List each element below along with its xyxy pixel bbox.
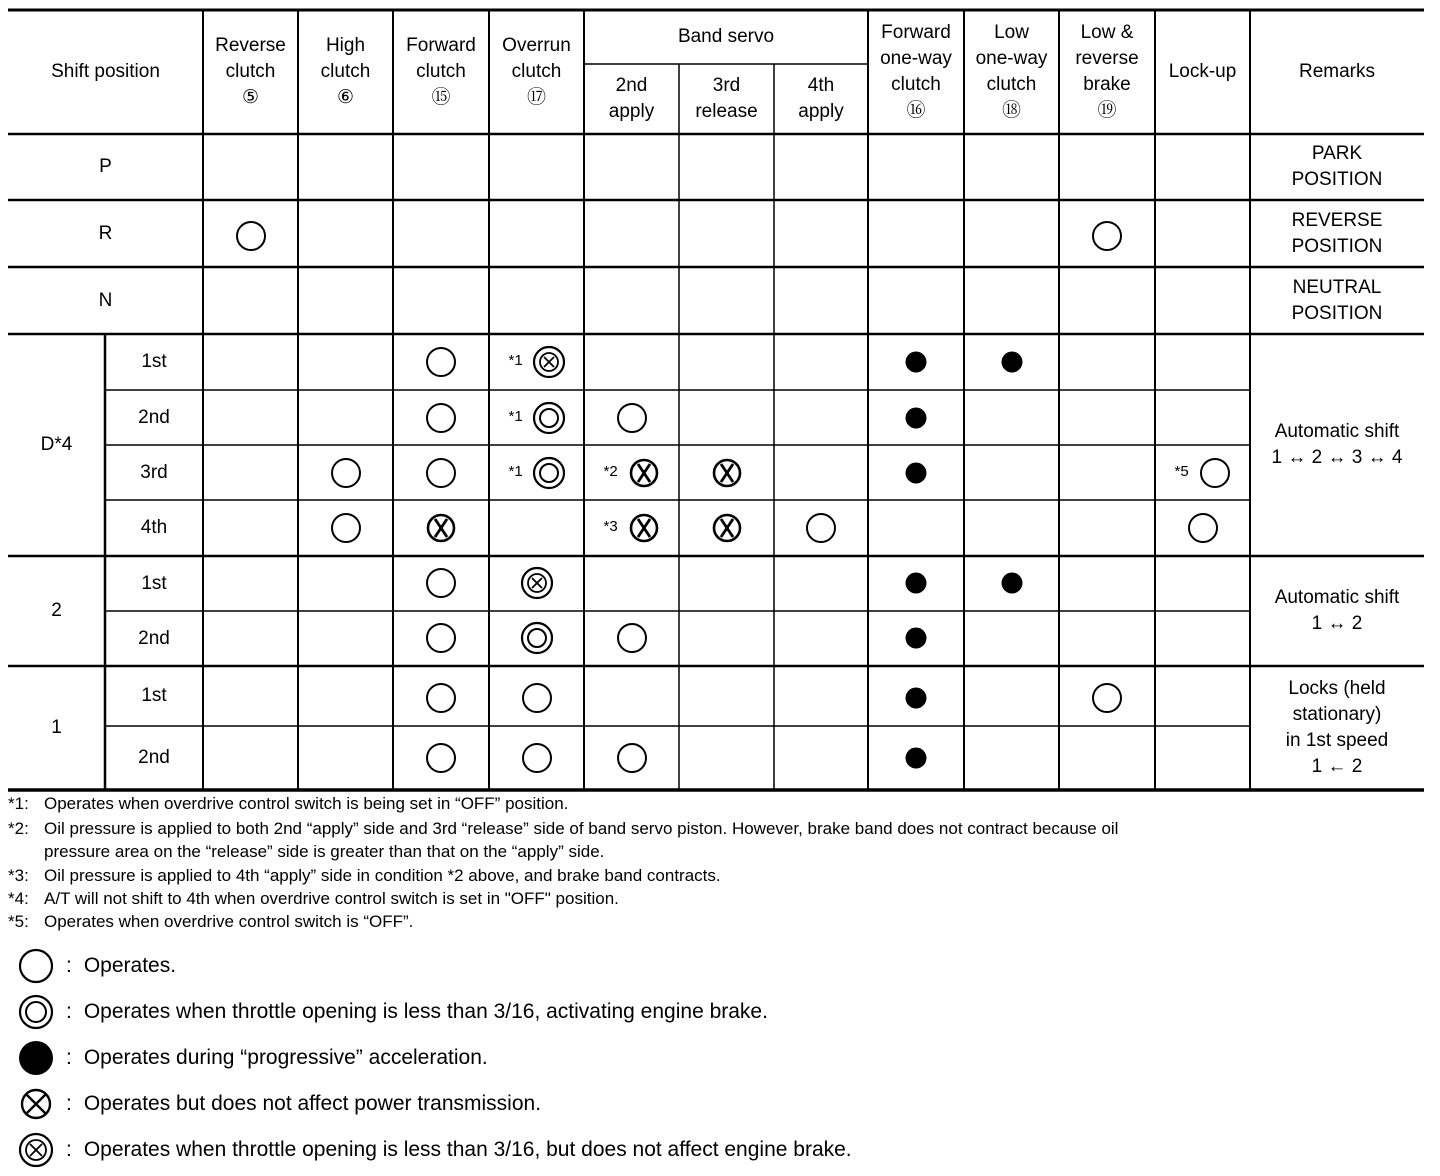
- circle-icon: [1089, 680, 1125, 716]
- remark-2: Automatic shift 1 ↔ 2: [1274, 587, 1400, 634]
- position-2: 2: [51, 600, 62, 621]
- header-lock-up: Lock-up: [1168, 61, 1237, 82]
- mark-footnote-ref: *3: [603, 518, 618, 535]
- mark-footnote-ref: *2: [603, 463, 618, 480]
- circle-x-icon: [626, 510, 662, 546]
- circle-icon: [614, 400, 650, 436]
- gear-d-1st: 1st: [141, 351, 167, 372]
- legend-colon: :: [66, 954, 72, 977]
- legend-colon: :: [66, 1092, 72, 1115]
- filled-circle-icon: [994, 565, 1030, 601]
- operation-mark: [614, 620, 650, 656]
- circle-icon: [423, 680, 459, 716]
- gear-d-2nd: 2nd: [138, 406, 170, 428]
- gear-2-1st: 1st: [141, 572, 167, 594]
- footnote-text: A/T will not shift to 4th when overdrive control switch is set in "OFF" position.: [44, 889, 619, 908]
- circle-icon: [803, 510, 839, 546]
- operation-mark: [898, 620, 934, 656]
- circle-icon: [614, 620, 650, 656]
- mark-footnote-ref: *1: [508, 352, 523, 369]
- legend-text: Operates.: [83, 954, 177, 977]
- circle-x-icon: [626, 455, 662, 491]
- double-circle-x-icon: [519, 565, 555, 601]
- operation-mark: [626, 455, 662, 491]
- circle-icon: [519, 680, 555, 716]
- operation-mark: [423, 400, 459, 436]
- footnote-label: *4:: [8, 889, 29, 908]
- circle-icon: [1089, 218, 1125, 254]
- operation-mark: [531, 455, 567, 491]
- operation-mark: [328, 455, 364, 491]
- gear-2-2nd: 2nd: [138, 627, 170, 649]
- operation-mark: [898, 565, 934, 601]
- circle-icon: [1185, 510, 1221, 546]
- legend-row: [16, 1038, 488, 1078]
- legend-colon: :: [66, 1046, 72, 1069]
- legend-text: Operates but does not affect power transmission.: [83, 1092, 542, 1115]
- circle-icon: [423, 740, 459, 776]
- circle-icon: [233, 218, 269, 254]
- header-low-one-way-clutch: Low one-way clutch ⑱: [975, 22, 1048, 121]
- header-3rd-release: 3rd release: [695, 75, 758, 122]
- legend-row: [16, 992, 768, 1032]
- double-circle-icon: [16, 992, 56, 1032]
- remark-d4: Automatic shift 1 ↔ 2 ↔ 3 ↔ 4: [1271, 421, 1403, 468]
- circle-icon: [423, 565, 459, 601]
- legend-row: [16, 946, 176, 986]
- header-high-clutch: High clutch ⑥: [320, 35, 371, 108]
- legend-text: Operates when throttle opening is less than 3/16, activating engine brake.: [83, 1000, 768, 1023]
- operation-mark: [531, 400, 567, 436]
- position-p: P: [99, 156, 112, 177]
- header-shift-position: Shift position: [51, 61, 160, 82]
- filled-circle-icon: [994, 344, 1030, 380]
- circle-x-icon: [709, 510, 745, 546]
- position-r: R: [98, 222, 113, 244]
- legend-colon: :: [66, 1000, 72, 1023]
- operation-mark: [423, 680, 459, 716]
- operation-mark: [423, 510, 459, 546]
- filled-circle-icon: [898, 400, 934, 436]
- circle-icon: [16, 946, 56, 986]
- circle-icon: [423, 620, 459, 656]
- operation-mark: [519, 680, 555, 716]
- circle-icon: [328, 455, 364, 491]
- operation-mark: [994, 344, 1030, 380]
- operation-mark: [423, 740, 459, 776]
- filled-circle-icon: [16, 1038, 56, 1078]
- gear-d-3rd: 3rd: [140, 461, 168, 483]
- header-low-reverse-brake: Low & reverse brake ⑲: [1075, 22, 1139, 121]
- operation-mark: [898, 344, 934, 380]
- remark-neutral: NEUTRAL POSITION: [1291, 276, 1383, 324]
- footnote-text: pressure area on the “release” side is greater than that on the “apply” side.: [44, 842, 605, 861]
- operation-mark: [803, 510, 839, 546]
- operation-mark: [898, 455, 934, 491]
- header-4th-apply: 4th apply: [798, 75, 844, 122]
- remark-reverse: REVERSE POSITION: [1291, 209, 1383, 257]
- filled-circle-icon: [898, 680, 934, 716]
- operation-mark: [709, 455, 745, 491]
- gear-d-4th: 4th: [140, 517, 168, 538]
- circle-icon: [328, 510, 364, 546]
- footnote-text: Operates when overdrive control switch is “OFF”.: [44, 912, 414, 931]
- circle-x-icon: [423, 510, 459, 546]
- operation-mark: [1185, 510, 1221, 546]
- double-circle-icon: [519, 620, 555, 656]
- operation-mark: [531, 344, 567, 380]
- operation-mark: [423, 620, 459, 656]
- operation-mark: [898, 680, 934, 716]
- operation-mark: [328, 510, 364, 546]
- operation-mark: [614, 740, 650, 776]
- circle-icon: [1197, 455, 1233, 491]
- header-band-servo: Band servo: [677, 26, 775, 47]
- footnote-label: *2:: [8, 819, 29, 838]
- circle-x-icon: [709, 455, 745, 491]
- header-forward-one-way-clutch: Forward one-way clutch ⑯: [880, 22, 952, 121]
- filled-circle-icon: [898, 620, 934, 656]
- position-d4: D*4: [40, 434, 73, 455]
- legend-colon: :: [66, 1138, 72, 1161]
- operation-mark: [423, 565, 459, 601]
- double-circle-icon: [531, 400, 567, 436]
- operation-mark: [233, 218, 269, 254]
- position-n: N: [98, 289, 113, 311]
- operation-mark: [1089, 218, 1125, 254]
- header-remarks: Remarks: [1298, 61, 1375, 82]
- operation-mark: [1197, 455, 1233, 491]
- mark-footnote-ref: *1: [508, 408, 523, 425]
- header-reverse-clutch: Reverse clutch ⑤: [215, 35, 286, 108]
- operation-mark: [709, 510, 745, 546]
- operation-mark: [994, 565, 1030, 601]
- remark-park: PARK POSITION: [1291, 143, 1383, 190]
- mark-footnote-ref: *5: [1174, 463, 1189, 480]
- operation-mark: [1089, 680, 1125, 716]
- gear-1-2nd: 2nd: [138, 747, 170, 768]
- operation-mark: [898, 740, 934, 776]
- operation-mark: [614, 400, 650, 436]
- gear-1-1st: 1st: [141, 685, 167, 706]
- operation-mark: [519, 565, 555, 601]
- legend-row: [16, 1130, 852, 1170]
- circle-icon: [423, 400, 459, 436]
- mark-footnote-ref: *1: [508, 463, 523, 480]
- filled-circle-icon: [898, 565, 934, 601]
- operation-mark: [423, 344, 459, 380]
- operation-mark: [423, 455, 459, 491]
- footnote-text: Oil pressure is applied to 4th “apply” side in condition *2 above, and brake band contracts.: [44, 866, 721, 885]
- circle-icon: [423, 455, 459, 491]
- filled-circle-icon: [898, 740, 934, 776]
- circle-icon: [614, 740, 650, 776]
- header-overrun-clutch: Overrun clutch ⑰: [502, 35, 571, 108]
- operation-mark: [519, 620, 555, 656]
- circle-icon: [423, 344, 459, 380]
- double-circle-icon: [531, 455, 567, 491]
- header-forward-clutch: Forward clutch ⑮: [406, 35, 476, 108]
- legend-text: Operates when throttle opening is less than 3/16, but does not affect engine brake.: [83, 1138, 852, 1161]
- footnote-label: *1:: [8, 794, 29, 813]
- double-circle-x-icon: [16, 1130, 56, 1170]
- filled-circle-icon: [898, 455, 934, 491]
- footnote-label: *5:: [8, 912, 29, 931]
- legend-text: Operates during “progressive” acceleration.: [83, 1046, 488, 1069]
- double-circle-x-icon: [531, 344, 567, 380]
- header-2nd-apply: 2nd apply: [608, 75, 655, 122]
- remark-1: Locks (held stationary) in 1st speed 1 ← 2: [1285, 678, 1389, 777]
- position-1: 1: [51, 717, 62, 738]
- footnote-label: *3:: [8, 866, 29, 885]
- filled-circle-icon: [898, 344, 934, 380]
- footnote-text: Oil pressure is applied to both 2nd “apply” side and 3rd “release” side of band servo piston. However, brake band does not contract because oil: [44, 819, 1119, 838]
- operation-mark: [519, 740, 555, 776]
- circle-icon: [519, 740, 555, 776]
- legend-row: [16, 1084, 541, 1124]
- footnote-text: Operates when overdrive control switch is being set in “OFF” position.: [44, 794, 569, 813]
- operation-mark: [898, 400, 934, 436]
- operation-mark: [626, 510, 662, 546]
- circle-x-icon: [16, 1084, 56, 1124]
